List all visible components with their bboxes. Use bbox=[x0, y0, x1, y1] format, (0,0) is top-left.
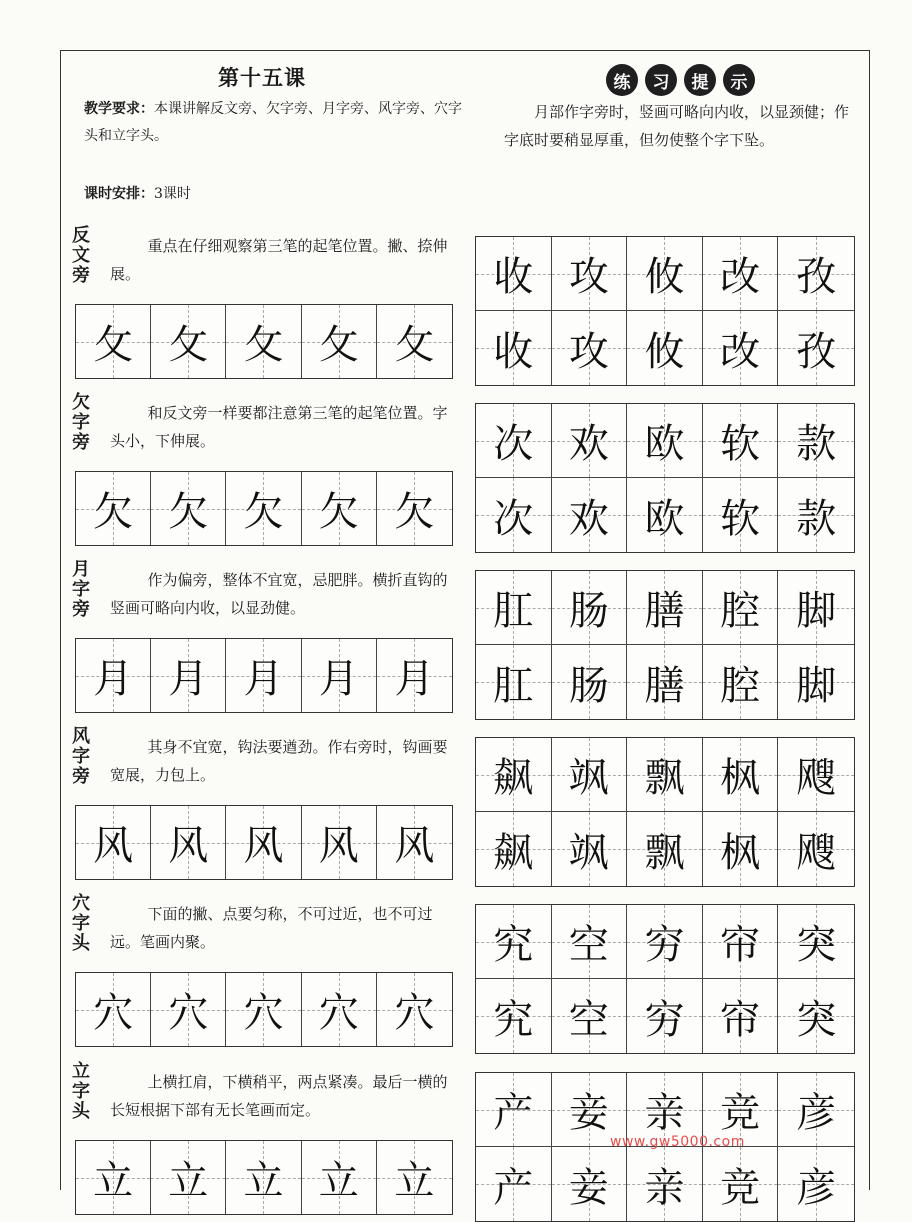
radical-char: 月 bbox=[168, 656, 209, 702]
grid-cell bbox=[703, 979, 779, 1053]
example-char: 次 bbox=[493, 421, 534, 467]
section-label-char: 文 bbox=[72, 245, 90, 266]
grid-cell bbox=[151, 639, 226, 712]
example-char: 款 bbox=[796, 421, 837, 467]
section-label-char: 风 bbox=[72, 726, 90, 747]
tips-heading-char: 练 bbox=[606, 64, 638, 96]
hours-label: 课时安排： bbox=[84, 186, 154, 202]
example-char: 彦 bbox=[796, 1164, 837, 1211]
section-description: 上横扛肩，下横稍平，两点紧凑。最后一横的长短根据下部有无长笔画而定。 bbox=[110, 1073, 448, 1119]
grid-cell bbox=[703, 905, 779, 979]
example-char: 攸 bbox=[644, 254, 685, 300]
radical-char: 月 bbox=[243, 656, 284, 702]
radical-char: 穴 bbox=[168, 990, 209, 1036]
section-description: 其身不宜宽，钩法要遒劲。作右旁时，钩画要宽展，力包上。 bbox=[110, 738, 448, 784]
watermark: www.gw5000.com bbox=[610, 1134, 745, 1150]
section-label-char: 穴 bbox=[72, 893, 90, 914]
grid-cell bbox=[627, 905, 703, 979]
section-label-char: 字 bbox=[72, 579, 90, 600]
grid-cell bbox=[627, 311, 703, 385]
section-label-char: 旁 bbox=[72, 265, 90, 286]
section-description: 作为偏旁，整体不宜宽，忌肥胖。横折直钩的竖画可略向内收，以显劲健。 bbox=[110, 571, 448, 617]
class-hours bbox=[84, 183, 191, 203]
example-char: 产 bbox=[493, 1164, 534, 1211]
section-label-char: 字 bbox=[72, 746, 90, 767]
example-char: 次 bbox=[493, 495, 534, 542]
radical-char: 月 bbox=[394, 656, 435, 702]
radical-char: 攵 bbox=[318, 322, 359, 368]
section-label-char: 字 bbox=[72, 1081, 90, 1102]
grid-cell bbox=[476, 311, 552, 385]
radical-char: 欠 bbox=[168, 489, 209, 535]
tips-heading-char: 习 bbox=[645, 64, 677, 96]
grid-cell bbox=[627, 738, 703, 812]
grid-cell bbox=[778, 311, 854, 385]
grid-cell bbox=[151, 1141, 226, 1214]
example-char: 改 bbox=[720, 254, 761, 300]
grid-cell bbox=[76, 1141, 151, 1214]
example-char: 究 bbox=[493, 922, 534, 968]
grid-cell bbox=[552, 237, 628, 311]
radical-char: 风 bbox=[168, 823, 209, 869]
section-label-char: 旁 bbox=[72, 766, 90, 787]
grid-cell bbox=[226, 305, 301, 378]
grid-cell bbox=[703, 311, 779, 385]
requirement-label: 教学要求： bbox=[84, 101, 154, 117]
grid-cell bbox=[627, 478, 703, 552]
example-char: 空 bbox=[568, 996, 609, 1043]
section-label-char: 头 bbox=[72, 933, 90, 954]
example-char: 究 bbox=[493, 996, 534, 1043]
example-char: 攻 bbox=[568, 328, 609, 375]
section-label bbox=[68, 226, 94, 286]
example-char: 飒 bbox=[568, 755, 609, 801]
example-char: 肛 bbox=[493, 588, 534, 634]
tips-heading-char: 提 bbox=[684, 64, 716, 96]
example-char: 枫 bbox=[720, 755, 761, 801]
grid-cell bbox=[151, 973, 226, 1046]
practice-tips-text: 月部作字旁时，竖画可略向内收，以显颈健；作字底时要稍显厚重，但勿使整个字下坠。 bbox=[504, 103, 850, 149]
example-char: 肛 bbox=[493, 662, 534, 709]
example-char: 亲 bbox=[644, 1164, 685, 1211]
example-char: 竞 bbox=[720, 1090, 761, 1136]
grid-cell bbox=[552, 404, 628, 478]
hours-text: 3课时 bbox=[154, 186, 191, 202]
example-characters-grid bbox=[475, 904, 855, 1054]
example-char: 空 bbox=[568, 922, 609, 968]
grid-cell bbox=[703, 571, 779, 645]
example-char: 欧 bbox=[644, 421, 685, 467]
grid-cell bbox=[627, 645, 703, 719]
example-char: 帘 bbox=[720, 996, 761, 1043]
example-char: 肠 bbox=[568, 662, 609, 709]
grid-cell bbox=[552, 571, 628, 645]
example-characters-grid bbox=[475, 570, 855, 720]
grid-cell bbox=[778, 571, 854, 645]
example-char: 膳 bbox=[644, 588, 685, 634]
example-char: 改 bbox=[720, 328, 761, 375]
example-char: 穷 bbox=[644, 922, 685, 968]
grid-cell bbox=[778, 478, 854, 552]
grid-cell bbox=[552, 645, 628, 719]
example-char: 飙 bbox=[493, 755, 534, 801]
example-char: 孜 bbox=[796, 328, 837, 375]
grid-cell bbox=[302, 1141, 377, 1214]
grid-cell bbox=[377, 806, 452, 879]
radical-char: 月 bbox=[318, 656, 359, 702]
example-char: 帘 bbox=[720, 922, 761, 968]
radical-char: 风 bbox=[394, 823, 435, 869]
grid-cell bbox=[377, 472, 452, 545]
grid-cell bbox=[778, 738, 854, 812]
grid-cell bbox=[778, 645, 854, 719]
radical-practice-grid bbox=[75, 638, 453, 713]
grid-cell bbox=[302, 472, 377, 545]
section-description: 重点在仔细观察第三笔的起笔位置。撇、捺伸展。 bbox=[110, 237, 448, 283]
example-char: 软 bbox=[720, 495, 761, 542]
section-label-char: 欠 bbox=[72, 392, 90, 413]
section-label-char: 月 bbox=[72, 559, 90, 580]
grid-cell bbox=[552, 905, 628, 979]
radical-char: 立 bbox=[243, 1158, 284, 1204]
grid-cell bbox=[703, 645, 779, 719]
grid-cell bbox=[302, 639, 377, 712]
example-char: 欧 bbox=[644, 495, 685, 542]
grid-cell bbox=[377, 973, 452, 1046]
grid-cell bbox=[377, 1141, 452, 1214]
section-label-char: 旁 bbox=[72, 599, 90, 620]
grid-cell bbox=[476, 478, 552, 552]
section-description: 下面的撇、点要匀称，不可过近，也不可过远。笔画内聚。 bbox=[110, 905, 433, 951]
example-char: 腔 bbox=[720, 662, 761, 709]
example-char: 软 bbox=[720, 421, 761, 467]
example-characters-grid bbox=[475, 403, 855, 553]
example-char: 穷 bbox=[644, 996, 685, 1043]
radical-char: 攵 bbox=[93, 322, 134, 368]
grid-cell bbox=[627, 571, 703, 645]
grid-cell bbox=[302, 806, 377, 879]
grid-cell bbox=[476, 812, 552, 886]
requirement-text: 本课讲解反文旁、欠字旁、月字旁、风字旁、穴字头和立字头。 bbox=[84, 101, 462, 144]
example-char: 飘 bbox=[644, 755, 685, 801]
grid-cell bbox=[778, 905, 854, 979]
grid-cell bbox=[627, 404, 703, 478]
example-char: 妾 bbox=[568, 1164, 609, 1211]
example-char: 飕 bbox=[796, 755, 837, 801]
section-label-char: 头 bbox=[72, 1101, 90, 1122]
radical-practice-grid bbox=[75, 471, 453, 546]
grid-cell bbox=[302, 305, 377, 378]
grid-cell bbox=[76, 973, 151, 1046]
grid-cell bbox=[778, 237, 854, 311]
section-label-char: 反 bbox=[72, 225, 90, 246]
example-char: 收 bbox=[493, 328, 534, 375]
grid-cell bbox=[703, 812, 779, 886]
grid-cell bbox=[476, 237, 552, 311]
example-char: 攻 bbox=[568, 254, 609, 300]
example-char: 飙 bbox=[493, 829, 534, 876]
section-label-char: 字 bbox=[72, 913, 90, 934]
radical-char: 欠 bbox=[394, 489, 435, 535]
radical-char: 风 bbox=[318, 823, 359, 869]
grid-cell bbox=[552, 478, 628, 552]
example-char: 竞 bbox=[720, 1164, 761, 1211]
example-char: 突 bbox=[796, 996, 837, 1043]
radical-practice-grid bbox=[75, 972, 453, 1047]
grid-cell bbox=[778, 979, 854, 1053]
radical-char: 穴 bbox=[394, 990, 435, 1036]
radical-practice-grid bbox=[75, 304, 453, 379]
grid-cell bbox=[552, 738, 628, 812]
grid-cell bbox=[778, 1073, 854, 1147]
example-char: 欢 bbox=[568, 495, 609, 542]
grid-cell bbox=[226, 639, 301, 712]
radical-char: 立 bbox=[318, 1158, 359, 1204]
grid-cell bbox=[778, 812, 854, 886]
example-char: 亲 bbox=[644, 1090, 685, 1136]
grid-cell bbox=[476, 404, 552, 478]
radical-char: 风 bbox=[243, 823, 284, 869]
radical-char: 攵 bbox=[243, 322, 284, 368]
grid-cell bbox=[476, 979, 552, 1053]
grid-cell bbox=[476, 905, 552, 979]
grid-cell bbox=[476, 1073, 552, 1147]
section-label bbox=[68, 894, 94, 954]
lesson-title: 第十五课 bbox=[218, 66, 306, 90]
section-label bbox=[68, 560, 94, 620]
example-char: 孜 bbox=[796, 254, 837, 300]
section-label-char: 旁 bbox=[72, 432, 90, 453]
grid-cell bbox=[703, 404, 779, 478]
grid-cell bbox=[226, 806, 301, 879]
grid-cell bbox=[76, 472, 151, 545]
section-label bbox=[68, 393, 94, 453]
section-label-char: 字 bbox=[72, 412, 90, 433]
grid-cell bbox=[552, 812, 628, 886]
grid-cell bbox=[377, 639, 452, 712]
grid-cell bbox=[151, 806, 226, 879]
practice-tips-heading bbox=[606, 64, 755, 96]
radical-char: 攵 bbox=[394, 322, 435, 368]
example-char: 腔 bbox=[720, 588, 761, 634]
grid-cell bbox=[476, 738, 552, 812]
grid-cell bbox=[226, 472, 301, 545]
example-char: 妾 bbox=[568, 1090, 609, 1136]
grid-cell bbox=[703, 237, 779, 311]
grid-cell bbox=[302, 973, 377, 1046]
radical-practice-grid bbox=[75, 1140, 453, 1215]
section-label-char: 立 bbox=[72, 1061, 90, 1082]
grid-cell bbox=[476, 571, 552, 645]
grid-cell bbox=[703, 1147, 779, 1221]
grid-cell bbox=[778, 1147, 854, 1221]
example-char: 攸 bbox=[644, 328, 685, 375]
grid-cell bbox=[476, 645, 552, 719]
example-char: 枫 bbox=[720, 829, 761, 876]
teaching-requirement bbox=[84, 96, 474, 150]
radical-char: 欠 bbox=[243, 489, 284, 535]
grid-cell bbox=[627, 979, 703, 1053]
grid-cell bbox=[627, 812, 703, 886]
section-label bbox=[68, 1062, 94, 1122]
example-characters-grid bbox=[475, 737, 855, 887]
grid-cell bbox=[627, 1147, 703, 1221]
section-label bbox=[68, 727, 94, 787]
grid-cell bbox=[76, 639, 151, 712]
example-characters-grid bbox=[475, 236, 855, 386]
section-description: 和反文旁一样要都注意第三笔的起笔位置。字头小，下伸展。 bbox=[110, 404, 448, 450]
radical-char: 立 bbox=[168, 1158, 209, 1204]
example-char: 突 bbox=[796, 922, 837, 968]
grid-cell bbox=[226, 1141, 301, 1214]
grid-cell bbox=[377, 305, 452, 378]
grid-cell bbox=[778, 404, 854, 478]
radical-char: 欠 bbox=[93, 489, 134, 535]
grid-cell bbox=[76, 806, 151, 879]
example-char: 收 bbox=[493, 254, 534, 300]
radical-char: 穴 bbox=[318, 990, 359, 1036]
radical-char: 月 bbox=[93, 656, 134, 702]
radical-char: 欠 bbox=[318, 489, 359, 535]
radical-char: 立 bbox=[394, 1158, 435, 1204]
example-char: 款 bbox=[796, 495, 837, 542]
example-char: 脚 bbox=[796, 662, 837, 709]
example-char: 膳 bbox=[644, 662, 685, 709]
grid-cell bbox=[76, 305, 151, 378]
radical-practice-grid bbox=[75, 805, 453, 880]
grid-cell bbox=[627, 237, 703, 311]
tips-heading-char: 示 bbox=[723, 64, 755, 96]
example-char: 彦 bbox=[796, 1090, 837, 1136]
grid-cell bbox=[151, 472, 226, 545]
radical-char: 攵 bbox=[168, 322, 209, 368]
grid-cell bbox=[226, 973, 301, 1046]
grid-cell bbox=[703, 478, 779, 552]
example-char: 产 bbox=[493, 1090, 534, 1136]
example-char: 脚 bbox=[796, 588, 837, 634]
radical-char: 穴 bbox=[243, 990, 284, 1036]
example-char: 飘 bbox=[644, 829, 685, 876]
grid-cell bbox=[476, 1147, 552, 1221]
radical-char: 风 bbox=[93, 823, 134, 869]
radical-char: 立 bbox=[93, 1158, 134, 1204]
grid-cell bbox=[151, 305, 226, 378]
example-char: 飕 bbox=[796, 829, 837, 876]
grid-cell bbox=[552, 979, 628, 1053]
radical-char: 穴 bbox=[93, 990, 134, 1036]
grid-cell bbox=[552, 311, 628, 385]
grid-cell bbox=[703, 738, 779, 812]
example-char: 欢 bbox=[568, 421, 609, 467]
example-char: 飒 bbox=[568, 829, 609, 876]
grid-cell bbox=[552, 1147, 628, 1221]
example-char: 肠 bbox=[568, 588, 609, 634]
